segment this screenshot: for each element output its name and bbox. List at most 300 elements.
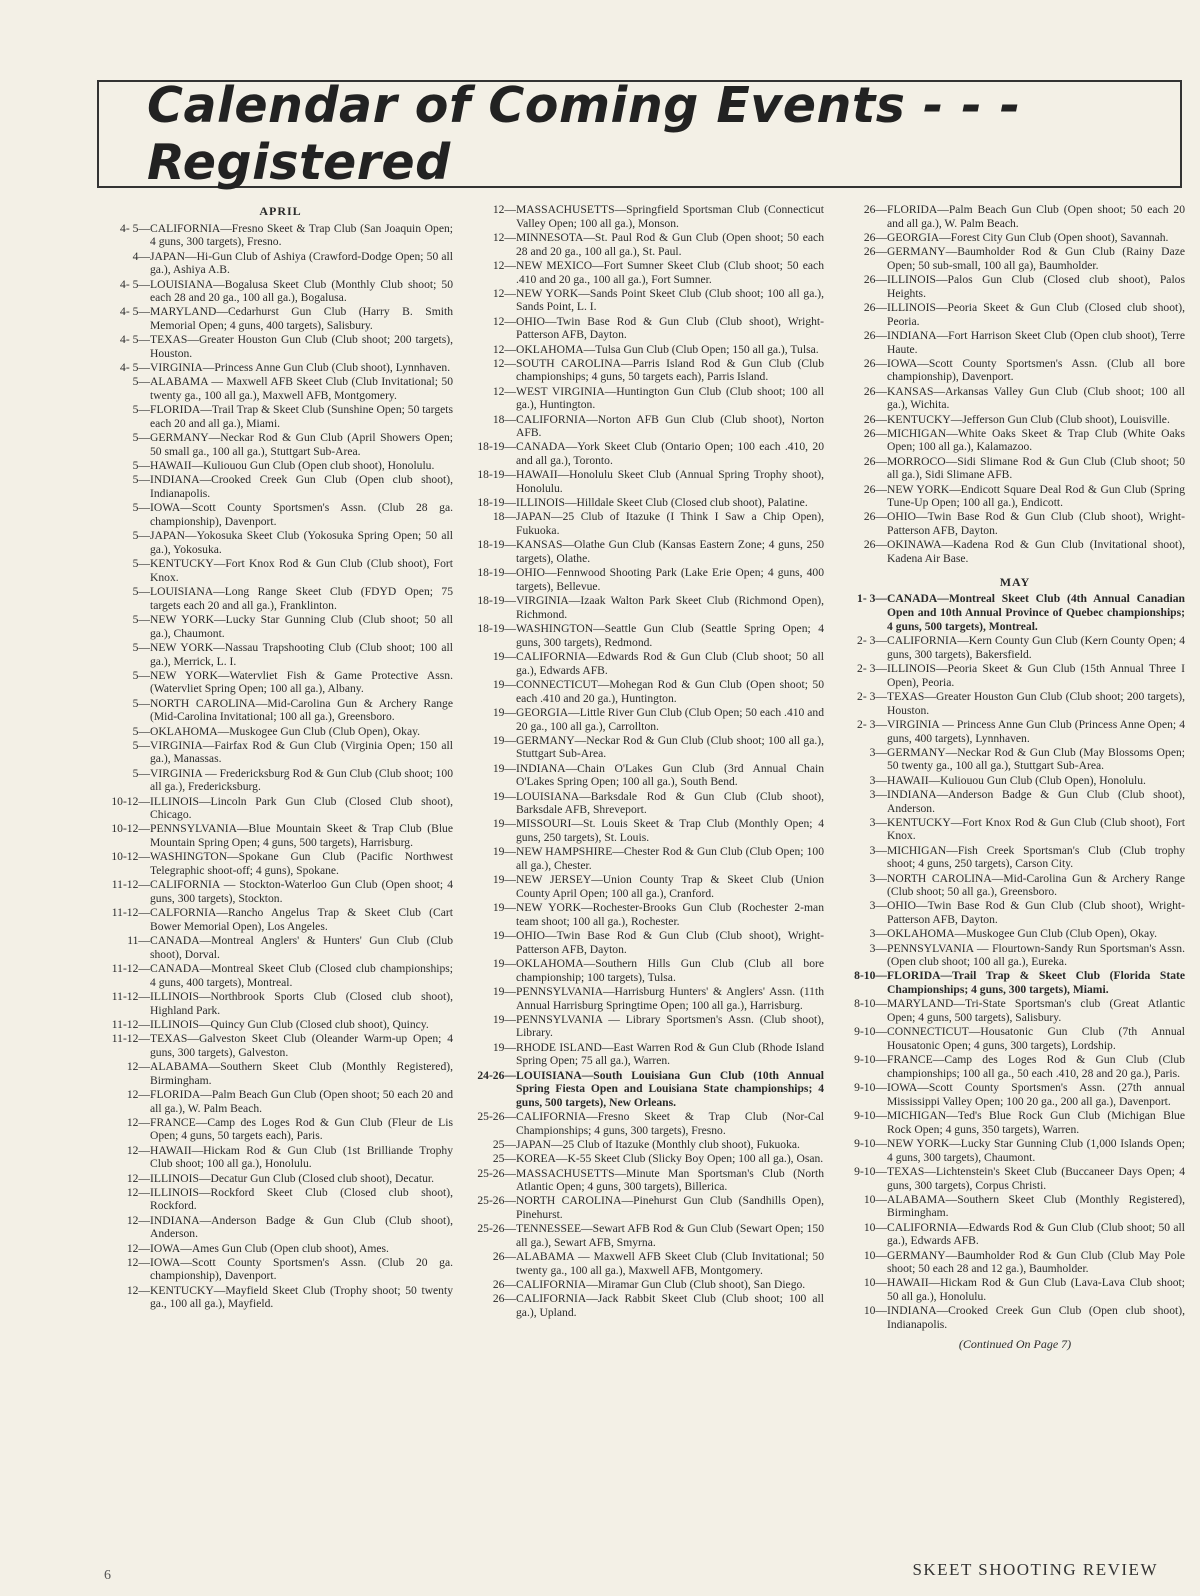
event-text: INDIANA—Chain O'Lakes Gun Club (3rd Annual Chain O'Lakes Spring Open; 100 all ga.), South Bend. bbox=[516, 761, 824, 789]
event-text: JAPAN—25 Club of Itazuke (Monthly club shoot), Fukuoka. bbox=[516, 1138, 800, 1152]
event-entry bbox=[474, 566, 824, 593]
event-date: 26— bbox=[863, 426, 887, 440]
event-text: CALIFORNIA—Fresno Skeet & Trap Club (San Joaquin Open; 4 guns, 300 targets), Fresno. bbox=[150, 221, 453, 249]
event-text: NEW JERSEY—Union County Trap & Skeet Club (Union County April Open; 100 all ga.), Cranford. bbox=[516, 873, 824, 900]
event-date: 26— bbox=[863, 356, 887, 370]
page-number: 6 bbox=[104, 1568, 111, 1583]
event-entry bbox=[108, 1060, 453, 1087]
event-entry bbox=[845, 1137, 1185, 1164]
event-date: 24-26— bbox=[477, 1068, 516, 1082]
event-text: OHIO—Twin Base Rod & Gun Club (Club shoot), Wright-Patterson AFB, Dayton. bbox=[516, 929, 824, 956]
event-date: 5— bbox=[132, 724, 150, 738]
event-text: INDIANA—Anderson Badge & Gun Club (Club shoot), Anderson. bbox=[887, 787, 1185, 815]
event-date: 12— bbox=[492, 342, 516, 356]
event-text: VIRGINIA — Princess Anne Gun Club (Princess Anne Open; 4 guns, 400 targets), Lynnhaven. bbox=[887, 717, 1185, 745]
event-entry bbox=[474, 287, 824, 314]
event-date: 19— bbox=[492, 789, 516, 803]
event-entry bbox=[108, 1172, 453, 1186]
event-text: INDIANA—Fort Harrison Skeet Club (Open club shoot), Terre Haute. bbox=[887, 328, 1185, 356]
event-entry bbox=[108, 585, 453, 612]
event-text: LOUISIANA—South Louisiana Gun Club (10th Annual Spring Fiesta Open and Louisiana State championships; 4 guns, 500 targets), New Orleans. bbox=[516, 1068, 824, 1109]
event-entry bbox=[845, 427, 1185, 454]
event-entry bbox=[845, 510, 1185, 537]
event-text: ALABAMA — Maxwell AFB Skeet Club (Club Invitational; 50 twenty ga., 100 all ga.), Maxwell AFB, Montgomery. bbox=[150, 375, 453, 403]
event-text: FLORIDA—Palm Beach Gun Club (Open shoot; 50 each 20 and all ga.), W. Palm Beach. bbox=[150, 1087, 453, 1115]
event-text: FRANCE—Camp des Loges Rod & Gun Club (Club championships; 100 all ga., 50 each .410, 28 and 20 ga.), Paris. bbox=[887, 1053, 1185, 1080]
column-2 bbox=[474, 203, 824, 1533]
event-text: VIRGINIA — Fredericksburg Rod & Gun Club (Club shoot; 100 all ga.), Fredericksburg. bbox=[150, 766, 453, 794]
event-entry bbox=[845, 1276, 1185, 1303]
event-entry bbox=[474, 203, 824, 230]
event-text: OKLAHOMA—Southern Hills Gun Club (Club all bore championship; 100 targets), Tulsa. bbox=[516, 956, 824, 984]
event-text: PENNSYLVANIA — Library Sportsmen's Assn. (Club shoot), Library. bbox=[516, 1012, 824, 1040]
event-text: CANADA—Montreal Skeet Club (4th Annual Canadian Open and 10th Annual Province of Quebec championships; 4 guns, 500 targets), Montreal. bbox=[887, 592, 1185, 633]
event-text: LOUISIANA—Bogalusa Skeet Club (Monthly Club shoot; 50 each 28 and 20 ga., 100 all ga.), Bogalusa. bbox=[150, 277, 453, 305]
event-date: 26— bbox=[863, 203, 887, 216]
event-text: OKLAHOMA—Tulsa Gun Club (Club Open; 150 all ga.), Tulsa. bbox=[516, 342, 819, 356]
event-date: 3— bbox=[869, 927, 887, 941]
event-entry bbox=[845, 538, 1185, 565]
event-entry bbox=[108, 333, 453, 360]
event-entry bbox=[108, 1116, 453, 1143]
event-text: NORTH CAROLINA—Mid-Carolina Gun & Archery Range (Club shoot; 50 all ga.), Greensboro. bbox=[887, 871, 1185, 899]
event-date: 5— bbox=[132, 738, 150, 752]
event-date: 18-19— bbox=[477, 538, 516, 552]
event-date: 5— bbox=[132, 403, 150, 417]
event-text: GERMANY—Neckar Rod & Gun Club (May Blossoms Open; 50 twenty ga., 100 all ga.), Stuttgart Sub-Area. bbox=[887, 745, 1185, 773]
event-entry bbox=[474, 929, 824, 956]
column-3 bbox=[845, 203, 1185, 1533]
event-date: 5— bbox=[132, 696, 150, 710]
event-date: 18-19— bbox=[477, 594, 516, 608]
event-entry bbox=[845, 746, 1185, 773]
event-entry bbox=[845, 385, 1185, 412]
event-entry bbox=[474, 259, 824, 286]
event-text: KENTUCKY—Fort Knox Rod & Gun Club (Club shoot), Fort Knox. bbox=[887, 815, 1185, 843]
event-date: 18-19— bbox=[477, 622, 516, 636]
event-text: CANADA—Montreal Anglers' & Hunters' Gun Club (Club shoot), Dorval. bbox=[150, 934, 453, 961]
event-text: ILLINOIS—Rockford Skeet Club (Closed club shoot), Rockford. bbox=[150, 1185, 453, 1213]
event-entry bbox=[108, 431, 453, 458]
event-date: 9-10— bbox=[854, 1109, 887, 1122]
event-text: NORTH CAROLINA—Mid-Carolina Gun & Archery Range (Mid-Carolina Invitational; 100 all ga.), Greensboro. bbox=[150, 696, 453, 724]
event-date: 10-12— bbox=[111, 794, 150, 808]
event-entry bbox=[845, 969, 1185, 996]
event-entry bbox=[108, 641, 453, 668]
event-entry bbox=[474, 817, 824, 844]
event-text: NEW MEXICO—Fort Sumner Skeet Club (Club shoot; 50 each .410 and 20 ga., 100 all ga.), Fort Sumner. bbox=[516, 258, 824, 286]
event-date: 10-12— bbox=[111, 822, 150, 836]
event-entry bbox=[845, 1304, 1185, 1331]
column-1 bbox=[108, 203, 453, 1533]
event-entry bbox=[845, 357, 1185, 384]
event-date: 2- 3— bbox=[857, 662, 887, 675]
event-date: 26— bbox=[863, 538, 887, 552]
event-text: OHIO—Twin Base Rod & Gun Club (Club shoot), Wright-Patterson AFB, Dayton. bbox=[887, 899, 1185, 927]
event-text: LOUISIANA—Barksdale Rod & Gun Club (Club shoot), Barksdale AFB, Shreveport. bbox=[516, 789, 824, 817]
event-text: MASSACHUSETTS—Minute Man Sportsman's Club (North Atlantic Open; 4 guns, 300 targets), Billerica. bbox=[516, 1166, 824, 1194]
event-text: OHIO—Twin Base Rod & Gun Club (Club shoot), Wright-Patterson AFB, Dayton. bbox=[516, 314, 824, 342]
event-entry bbox=[108, 878, 453, 905]
event-entry bbox=[474, 315, 824, 342]
event-date: 19— bbox=[492, 956, 516, 970]
event-date: 12— bbox=[492, 203, 516, 216]
event-date: 19— bbox=[492, 677, 516, 691]
event-date: 26— bbox=[863, 230, 887, 244]
event-text: IOWA—Scott County Sportsmen's Assn. (Club 20 ga. championship), Davenport. bbox=[150, 1255, 453, 1283]
event-entry bbox=[474, 957, 824, 984]
event-text: OKLAHOMA—Muskogee Gun Club (Club Open), Okay. bbox=[150, 724, 421, 738]
event-text: MORROCO—Sidi Slimane Rod & Gun Club (Club shoot; 50 all ga.), Sidi Slimane AFB. bbox=[887, 454, 1185, 482]
event-text: OHIO—Twin Base Rod & Gun Club (Club shoot), Wright-Patterson AFB, Dayton. bbox=[887, 510, 1185, 538]
event-text: WASHINGTON—Spokane Gun Club (Pacific Northwest Telegraphic shoot-off; 4 guns), Spokane. bbox=[150, 850, 453, 878]
event-entry bbox=[474, 622, 824, 649]
event-date: 5— bbox=[132, 612, 150, 626]
event-text: HAWAII—Hickam Rod & Gun Club (1st Brilliande Trophy Club shoot; 100 all ga.), Honolulu. bbox=[150, 1143, 453, 1171]
event-date: 12— bbox=[492, 314, 516, 328]
event-text: ILLINOIS—Peoria Skeet & Gun Club (Closed club shoot), Peoria. bbox=[887, 300, 1185, 328]
event-date: 18-19— bbox=[477, 566, 516, 580]
event-entry bbox=[108, 822, 453, 849]
month-heading: MAY bbox=[999, 574, 1031, 589]
event-date: 12— bbox=[126, 1255, 150, 1269]
event-entry bbox=[474, 468, 824, 495]
event-entry bbox=[108, 473, 453, 500]
event-text: ILLINOIS—Hilldale Skeet Club (Closed club shoot), Palatine. bbox=[516, 496, 808, 510]
event-text: ALABAMA—Southern Skeet Club (Monthly Registered), Birmingham. bbox=[150, 1059, 453, 1087]
event-text: ILLINOIS—Lincoln Park Gun Club (Closed Club shoot), Chicago. bbox=[150, 794, 453, 822]
event-date: 5— bbox=[132, 557, 150, 571]
event-date: 3— bbox=[869, 773, 887, 787]
event-text: GERMANY—Neckar Rod & Gun Club (Club shoot; 100 all ga.), Stuttgart Sub-Area. bbox=[516, 733, 824, 761]
event-date: 12— bbox=[492, 384, 516, 398]
event-text: ILLINOIS—Decatur Gun Club (Closed club shoot), Decatur. bbox=[150, 1171, 434, 1185]
event-date: 19— bbox=[492, 705, 516, 719]
event-date: 12— bbox=[492, 230, 516, 244]
event-text: IOWA—Scott County Sportsmen's Assn. (Club 28 ga. championship), Davenport. bbox=[150, 501, 453, 528]
event-date: 3— bbox=[869, 899, 887, 913]
event-text: JAPAN—25 Club of Itazuke (I Think I Saw a Chip Open), Fukuoka. bbox=[516, 510, 824, 538]
event-entry bbox=[108, 305, 453, 332]
event-text: PENNSYLVANIA—Blue Mountain Skeet & Trap Club (Blue Mountain Spring Open; 4 guns, 500 targets), Harrisburg. bbox=[150, 822, 453, 850]
event-date: 9-10— bbox=[854, 1081, 887, 1095]
event-date: 5— bbox=[132, 766, 150, 780]
event-entry bbox=[474, 231, 824, 258]
event-entry bbox=[474, 496, 824, 510]
event-text: ALABAMA — Maxwell AFB Skeet Club (Club Invitational; 50 twenty ga., 100 all ga.), Maxwell AFB, Montgomery. bbox=[516, 1250, 824, 1277]
event-text: NEW HAMPSHIRE—Chester Rod & Gun Club (Club Open; 100 all ga.), Chester. bbox=[516, 845, 824, 873]
event-date: 10— bbox=[863, 1304, 887, 1318]
event-text: TEXAS—Lichtenstein's Skeet Club (Buccaneer Days Open; 4 guns, 300 targets), Corpus Christi. bbox=[887, 1164, 1185, 1192]
event-entry bbox=[845, 592, 1185, 633]
event-entry bbox=[108, 557, 453, 584]
event-text: KANSAS—Olathe Gun Club (Kansas Eastern Zone; 4 guns, 250 targets), Olathe. bbox=[516, 538, 824, 566]
event-text: FLORIDA—Trail Trap & Skeet Club (Sunshine Open; 50 targets each 20 and all ga.), Miami. bbox=[150, 403, 453, 431]
event-text: CALIFORNIA—Norton AFB Gun Club (Club shoot), Norton AFB. bbox=[516, 412, 824, 440]
event-date: 19— bbox=[492, 901, 516, 915]
event-entry bbox=[108, 1186, 453, 1213]
event-text: PENNSYLVANIA—Harrisburg Hunters' & Anglers' Assn. (11th Annual Harrisburg Springtime Open; 100 all ga.), Harrisburg. bbox=[516, 984, 824, 1012]
event-text: INDIANA—Anderson Badge & Gun Club (Club shoot), Anderson. bbox=[150, 1213, 453, 1241]
event-entry bbox=[845, 245, 1185, 272]
event-text: PENNSYLVANIA — Flourtown-Sandy Run Sportsman's Assn. (Open club shoot; 100 all ga.), Eureka. bbox=[887, 941, 1185, 969]
event-date: 4- 5— bbox=[120, 333, 150, 347]
event-text: ILLINOIS—Northbrook Sports Club (Closed club shoot), Highland Park. bbox=[150, 989, 453, 1017]
event-entry bbox=[845, 1193, 1185, 1220]
event-date: 12— bbox=[126, 1171, 150, 1185]
event-text: CALIFORNIA—Miramar Gun Club (Club shoot), San Diego. bbox=[516, 1278, 806, 1292]
event-entry bbox=[108, 1032, 453, 1059]
event-date: 9-10— bbox=[854, 1136, 887, 1150]
event-date: 25-26— bbox=[477, 1110, 516, 1124]
publication-name: SKEET SHOOTING REVIEW bbox=[912, 1560, 1158, 1579]
event-entry bbox=[474, 1292, 824, 1319]
event-text: MICHIGAN—Ted's Blue Rock Gun Club (Michigan Blue Rock Open; 4 guns, 350 targets), Warren. bbox=[887, 1109, 1185, 1136]
event-text: FLORIDA—Palm Beach Gun Club (Open shoot; 50 each 20 and all ga.), W. Palm Beach. bbox=[887, 203, 1185, 230]
event-text: NORTH CAROLINA—Pinehurst Gun Club (Sandhills Open), Pinehurst. bbox=[516, 1194, 824, 1222]
event-date: 19— bbox=[492, 845, 516, 859]
event-entry bbox=[108, 250, 453, 277]
event-text: MASSACHUSETTS—Springfield Sportsman Club (Connecticut Valley Open; 100 all ga.), Monson. bbox=[516, 203, 824, 230]
event-text: ILLINOIS—Peoria Skeet & Gun Club (15th Annual Three I Open), Peoria. bbox=[887, 662, 1185, 689]
event-text: GERMANY—Baumholder Rod & Gun Club (Club May Pole shoot; 50 each 28 and 12 ga.), Baumholder. bbox=[887, 1248, 1185, 1276]
event-entry bbox=[845, 1025, 1185, 1052]
event-text: JAPAN—Yokosuka Skeet Club (Yokosuka Spring Open; 50 all ga.), Yokosuka. bbox=[150, 529, 453, 556]
event-entry bbox=[474, 845, 824, 872]
event-entry bbox=[108, 361, 453, 375]
event-entry bbox=[474, 385, 824, 412]
event-text: NEW YORK—Watervliet Fish & Game Protective Assn. (Watervliet Spring Open; 100 all ga.), Albany. bbox=[150, 668, 453, 696]
event-text: HAWAII—Kuliouou Gun Club (Open club shoot), Honolulu. bbox=[150, 459, 435, 473]
event-text: OHIO—Fennwood Shooting Park (Lake Erie Open; 4 guns, 400 targets), Bellevue. bbox=[516, 566, 824, 593]
event-date: 26— bbox=[863, 482, 887, 496]
event-entry bbox=[108, 795, 453, 822]
event-entry bbox=[474, 1069, 824, 1110]
event-entry bbox=[474, 413, 824, 440]
event-text: MARYLAND—Cedarhurst Gun Club (Harry B. Smith Memorial Open; 4 guns, 400 targets), Salisbury. bbox=[150, 305, 453, 333]
event-text: FLORIDA—Trail Trap & Skeet Club (Florida State Championships; 4 guns, 300 targets), Miami. bbox=[887, 969, 1185, 997]
event-text: INDIANA—Crooked Creek Gun Club (Open club shoot), Indianapolis. bbox=[150, 473, 453, 501]
event-entry bbox=[845, 203, 1185, 230]
event-date: 11-12— bbox=[111, 1017, 150, 1031]
event-text: MICHIGAN—Fish Creek Sportsman's Club (Club trophy shoot; 4 guns, 250 targets), Carson City. bbox=[887, 843, 1185, 871]
event-entry bbox=[845, 1109, 1185, 1136]
event-date: 10-12— bbox=[111, 850, 150, 864]
event-text: KANSAS—Arkansas Valley Gun Club (Club shoot; 100 all ga.), Wichita. bbox=[887, 384, 1185, 412]
event-entry bbox=[474, 734, 824, 761]
event-text: KENTUCKY—Fort Knox Rod & Gun Club (Club shoot), Fort Knox. bbox=[150, 557, 453, 584]
event-date: 26— bbox=[863, 384, 887, 398]
event-text: FRANCE—Camp des Loges Rod & Gun Club (Fleur de Lis Open; 4 guns, 50 targets each), Paris. bbox=[150, 1115, 453, 1143]
event-date: 5— bbox=[132, 459, 150, 473]
event-entry bbox=[845, 273, 1185, 300]
event-entry bbox=[108, 934, 453, 961]
event-date: 5— bbox=[132, 640, 150, 654]
event-text: TEXAS—Galveston Skeet Club (Oleander Warm-up Open; 4 guns, 300 targets), Galveston. bbox=[150, 1031, 453, 1059]
event-date: 18— bbox=[492, 412, 516, 426]
event-entry bbox=[474, 1222, 824, 1249]
event-date: 19— bbox=[492, 1012, 516, 1026]
event-text: NEW YORK—Rochester-Brooks Gun Club (Rochester 2-man team shoot; 100 all ga.), Rochester. bbox=[516, 901, 824, 928]
event-text: NEW YORK—Nassau Trapshooting Club (Club shoot; 100 all ga.), Merrick, L. I. bbox=[150, 640, 453, 668]
event-entry bbox=[108, 906, 453, 933]
event-date: 5— bbox=[132, 529, 150, 543]
event-entry bbox=[845, 413, 1185, 427]
event-entry bbox=[845, 816, 1185, 843]
event-entry bbox=[474, 1278, 824, 1292]
event-date: 26— bbox=[863, 510, 887, 524]
event-entry bbox=[474, 1110, 824, 1137]
event-text: ILLINOIS—Quincy Gun Club (Closed club shoot), Quincy. bbox=[150, 1017, 429, 1031]
event-date: 3— bbox=[869, 745, 887, 759]
event-entry bbox=[108, 403, 453, 430]
event-date: 25-26— bbox=[477, 1166, 516, 1180]
event-entry bbox=[474, 901, 824, 928]
event-entry bbox=[474, 510, 824, 537]
event-text: GEORGIA—Little River Gun Club (Club Open; 50 each .410 and 20 ga., 100 all ga.), Carrollton. bbox=[516, 705, 824, 733]
event-entry bbox=[108, 1088, 453, 1115]
event-entry bbox=[108, 1018, 453, 1032]
event-date: 18-19— bbox=[477, 496, 516, 510]
event-date: 4- 5— bbox=[120, 221, 150, 235]
event-entry bbox=[474, 1194, 824, 1221]
event-date: 3— bbox=[869, 941, 887, 955]
event-text: NEW YORK—Endicott Square Deal Rod & Gun Club (Spring Tune-Up Open; 100 all ga.), Endicott. bbox=[887, 482, 1185, 510]
event-text: INDIANA—Crooked Creek Gun Club (Open club shoot), Indianapolis. bbox=[887, 1304, 1185, 1332]
event-text: VIRGINIA—Izaak Walton Park Skeet Club (Richmond Open), Richmond. bbox=[516, 594, 824, 621]
event-entry bbox=[108, 278, 453, 305]
event-entry bbox=[108, 222, 453, 249]
event-text: NEW YORK—Lucky Star Gunning Club (Club shoot; 50 all ga.), Chaumont. bbox=[150, 612, 453, 640]
event-text: CALFORNIA—Rancho Angelus Trap & Skeet Club (Cart Bower Memorial Open), Los Angeles. bbox=[150, 906, 453, 933]
event-date: 11-12— bbox=[111, 1031, 150, 1045]
event-date: 3— bbox=[869, 871, 887, 885]
event-date: 26— bbox=[863, 412, 887, 426]
event-entry bbox=[474, 790, 824, 817]
event-date: 12— bbox=[126, 1115, 150, 1129]
event-entry bbox=[845, 1249, 1185, 1276]
event-text: CANADA—Montreal Skeet Club (Closed club championships; 4 guns, 400 targets), Montreal. bbox=[150, 961, 453, 989]
event-date: 25-26— bbox=[477, 1194, 516, 1208]
event-date: 19— bbox=[492, 650, 516, 663]
event-text: OKINAWA—Kadena Rod & Gun Club (Invitational shoot), Kadena Air Base. bbox=[887, 538, 1185, 566]
event-text: MINNESOTA—St. Paul Rod & Gun Club (Open shoot; 50 each 28 and 20 ga., 100 all ga.), St. Paul. bbox=[516, 230, 824, 258]
event-date: 2- 3— bbox=[857, 689, 887, 703]
event-entry bbox=[845, 483, 1185, 510]
event-entry bbox=[474, 538, 824, 565]
event-entry bbox=[845, 455, 1185, 482]
event-date: 19— bbox=[492, 984, 516, 998]
event-date: 12— bbox=[126, 1059, 150, 1073]
event-text: CONNECTICUT—Housatonic Gun Club (7th Annual Housatonic Open; 4 guns, 300 targets), Lordship. bbox=[887, 1025, 1185, 1052]
event-date: 9-10— bbox=[854, 1164, 887, 1178]
event-date: 10— bbox=[863, 1276, 887, 1290]
event-entry bbox=[845, 1165, 1185, 1192]
event-date: 19— bbox=[492, 929, 516, 943]
event-date: 12— bbox=[126, 1185, 150, 1199]
event-entry bbox=[845, 1081, 1185, 1108]
event-date: 9-10— bbox=[854, 1053, 887, 1067]
event-date: 12— bbox=[126, 1213, 150, 1227]
event-date: 4- 5— bbox=[120, 305, 150, 319]
event-date: 19— bbox=[492, 817, 516, 831]
event-date: 12— bbox=[492, 258, 516, 272]
event-text: VIRGINIA—Princess Anne Gun Club (Club shoot), Lynnhaven. bbox=[150, 361, 451, 375]
event-entry bbox=[845, 718, 1185, 745]
event-date: 26— bbox=[863, 454, 887, 468]
event-text: KENTUCKY—Mayfield Skeet Club (Trophy shoot; 50 twenty ga., 100 all ga.), Mayfield. bbox=[150, 1283, 453, 1311]
event-entry bbox=[845, 997, 1185, 1024]
event-date: 12— bbox=[126, 1087, 150, 1101]
event-date: 26— bbox=[863, 328, 887, 342]
event-text: IOWA—Ames Gun Club (Open club shoot), Ames. bbox=[150, 1241, 389, 1255]
event-entry bbox=[845, 634, 1185, 661]
event-date: 2- 3— bbox=[857, 717, 887, 731]
page-title: Calendar of Coming Events - - - Registered bbox=[97, 80, 1182, 188]
event-text: NEW YORK—Lucky Star Gunning Club (1,000 Islands Open; 4 guns, 300 targets), Chaumont. bbox=[887, 1136, 1185, 1164]
event-date: 12— bbox=[492, 286, 516, 300]
event-text: ALABAMA—Southern Skeet Club (Monthly Registered), Birmingham. bbox=[887, 1192, 1185, 1220]
event-entry bbox=[474, 357, 824, 384]
event-text: VIRGINIA—Fairfax Rod & Gun Club (Virginia Open; 150 all ga.), Manassas. bbox=[150, 738, 453, 766]
event-text: GEORGIA—Forest City Gun Club (Open shoot), Savannah. bbox=[887, 230, 1169, 244]
event-entry bbox=[108, 1256, 453, 1283]
event-text: RHODE ISLAND—East Warren Rod & Gun Club (Rhode Island Spring Open; 75 all ga.), Warren. bbox=[516, 1040, 824, 1068]
event-date: 5— bbox=[132, 431, 150, 445]
event-entry bbox=[108, 529, 453, 556]
event-entry bbox=[108, 459, 453, 473]
event-date: 26— bbox=[863, 273, 887, 287]
event-date: 19— bbox=[492, 1040, 516, 1054]
event-text: HAWAII—Honolulu Skeet Club (Annual Spring Trophy shoot), Honolulu. bbox=[516, 468, 824, 496]
event-entry bbox=[474, 1041, 824, 1068]
event-entry bbox=[845, 774, 1185, 788]
event-entry bbox=[845, 690, 1185, 717]
event-entry bbox=[474, 985, 824, 1012]
event-date: 18-19— bbox=[477, 440, 516, 454]
event-text: NEW YORK—Sands Point Skeet Club (Club shoot; 100 all ga.), Sands Point, L. I. bbox=[516, 286, 824, 314]
event-date: 26— bbox=[863, 245, 887, 259]
event-entry bbox=[108, 1214, 453, 1241]
event-date: 12— bbox=[492, 356, 516, 370]
event-entry bbox=[845, 927, 1185, 941]
event-date: 3— bbox=[869, 815, 887, 829]
event-text: CALIFORNIA—Edwards Rod & Gun Club (Club shoot; 50 all ga.), Edwards AFB. bbox=[887, 1220, 1185, 1248]
event-entry bbox=[474, 1250, 824, 1277]
event-entry bbox=[108, 1242, 453, 1256]
event-text: WASHINGTON—Seattle Gun Club (Seattle Spring Open; 4 guns, 300 targets), Redmond. bbox=[516, 622, 824, 649]
event-text: TEXAS—Greater Houston Gun Club (Club shoot; 200 targets), Houston. bbox=[150, 333, 453, 361]
event-date: 5— bbox=[132, 501, 150, 515]
event-text: ILLINOIS—Palos Gun Club (Closed club shoot), Palos Heights. bbox=[887, 273, 1185, 300]
event-text: CALIFORNIA—Jack Rabbit Skeet Club (Club shoot; 100 all ga.), Upland. bbox=[516, 1292, 824, 1320]
event-date: 2- 3— bbox=[857, 634, 887, 648]
event-date: 26— bbox=[492, 1292, 516, 1306]
event-text: CALIFORNIA—Edwards Rod & Gun Club (Club shoot; 50 all ga.), Edwards AFB. bbox=[516, 650, 824, 677]
event-entry bbox=[474, 873, 824, 900]
event-date: 4- 5— bbox=[120, 277, 150, 291]
event-date: 19— bbox=[492, 761, 516, 775]
event-date: 12— bbox=[126, 1283, 150, 1297]
event-entry bbox=[108, 1284, 453, 1311]
continued-note: (Continued On Page 7) bbox=[958, 1336, 1072, 1351]
event-date: 18— bbox=[492, 510, 516, 524]
month-heading: APRIL bbox=[259, 204, 302, 218]
event-date: 3— bbox=[869, 787, 887, 801]
event-text: SOUTH CAROLINA—Parris Island Rod & Gun Club (Club championships; 4 guns, 50 targets each), Parris Island. bbox=[516, 356, 824, 384]
event-entry bbox=[845, 788, 1185, 815]
event-date: 11-12— bbox=[111, 878, 150, 892]
